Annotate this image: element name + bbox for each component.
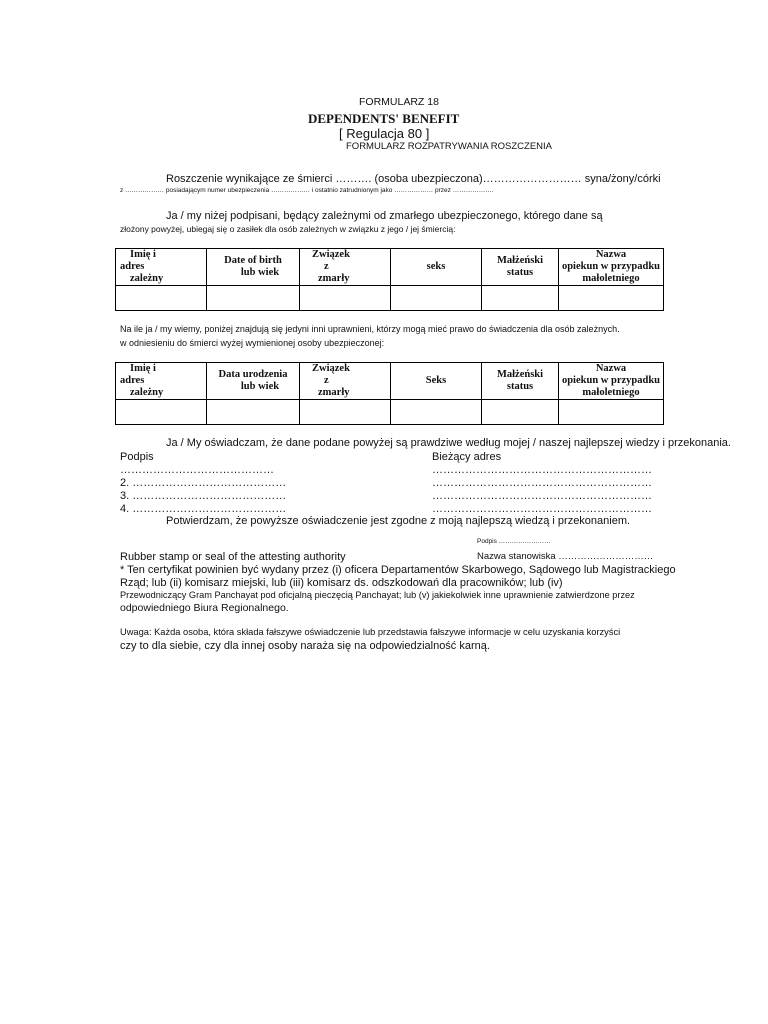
other-claimants-note-cont: w odniesieniu do śmierci wyżej wymienionej osoby ubezpieczonej:: [120, 338, 385, 348]
table-cell[interactable]: [207, 400, 300, 425]
col-name-address: Imię i adres zależny: [116, 249, 207, 286]
col-sex: Seks: [391, 363, 482, 400]
table-cell[interactable]: [391, 286, 482, 311]
claim-intro-line: Roszczenie wynikające ze śmierci ………. (osoba ubezpieczona)……………………… syna/żony/córki: [166, 173, 661, 185]
stamp-label: Rubber stamp or seal of the attesting authority: [120, 551, 346, 563]
other-claimants-table: [115, 362, 664, 425]
regulation-label: [ Regulacja 80 ]: [339, 126, 430, 141]
signature-line-3[interactable]: 3. ……………………………………: [120, 490, 287, 502]
table-cell[interactable]: [207, 286, 300, 311]
table-cell[interactable]: [482, 286, 559, 311]
declaration-text: Ja / My oświadczam, że dane podane powyżej są prawdziwe według mojej / naszej najlepszej wiedzy i przekonania.: [166, 437, 731, 449]
table-cell[interactable]: [559, 286, 664, 311]
insured-details-line: z ……………… posiadającym numer ubezpieczenia ……………… i ostatnio zatrudnionym jako ……………… przez ……………….: [120, 187, 494, 194]
address-line-3[interactable]: ……………………………………………………: [432, 490, 652, 502]
signature-line-1[interactable]: ……………………………………: [120, 464, 274, 476]
signature-line-4[interactable]: 4. ……………………………………: [120, 503, 287, 515]
warning-note-cont: czy to dla siebie, czy dla innej osoby naraża się na odpowiedzialność karną.: [120, 640, 490, 652]
col-guardian: Nazwa opiekun w przypadku małoletniego: [559, 249, 664, 286]
address-line-4[interactable]: ……………………………………………………: [432, 503, 652, 515]
table-cell[interactable]: [116, 400, 207, 425]
dependents-statement-cont: złożony powyżej, ubiegaj się o zasiłek dla osób zależnych w związku z jego / jej śmiercią:: [120, 224, 456, 234]
col-relationship: Związek z zmarły: [300, 249, 391, 286]
table-header-row: [116, 249, 664, 286]
dependents-table: [115, 248, 664, 311]
col-name-address: Imię i adres zależny: [116, 363, 207, 400]
table-header-row: [116, 363, 664, 400]
col-marital-status: Małżeński status: [482, 249, 559, 286]
table-cell[interactable]: [482, 400, 559, 425]
col-sex: seks: [391, 249, 482, 286]
other-claimants-note: Na ile ja / my wiemy, poniżej znajdują się jedyni inni uprawnieni, którzy mogą mieć prawo do świadczenia dla osób zależnych.: [120, 324, 620, 334]
table-row: [116, 286, 664, 311]
signature-label: Podpis: [120, 451, 154, 463]
certificate-note-2: Rząd; lub (ii) komisarz miejski, lub (iii) komisarz ds. odszkodowań dla pracowników; lub (iv): [120, 577, 563, 589]
col-date-of-birth: Date of birth lub wiek: [207, 249, 300, 286]
signature-line-2[interactable]: 2. ……………………………………: [120, 477, 287, 489]
table-cell[interactable]: [116, 286, 207, 311]
table-cell[interactable]: [300, 400, 391, 425]
position-name-line[interactable]: Nazwa stanowiska …………………………: [477, 551, 654, 562]
table-cell[interactable]: [300, 286, 391, 311]
certificate-note-1: * Ten certyfikat powinien być wydany przez (i) oficera Departamentów Skarbowego, Sądowego lub Magistrackiego: [120, 564, 676, 576]
certificate-note-3: Przewodniczący Gram Panchayat pod oficjalną pieczęcią Panchayat; lub (v) jakiekolwiek inne uprawnienie zatwierdzone przez: [120, 590, 635, 600]
table-cell[interactable]: [391, 400, 482, 425]
form-number: FORMULARZ 18: [359, 96, 439, 108]
dependents-statement: Ja / my niżej podpisani, będący zależnymi od zmarłego ubezpieczonego, którego dane są: [166, 210, 603, 222]
address-line-2[interactable]: ……………………………………………………: [432, 477, 652, 489]
col-date-of-birth: Data urodzenia lub wiek: [207, 363, 300, 400]
address-line-1[interactable]: ……………………………………………………: [432, 464, 652, 476]
certificate-note-4: odpowiedniego Biura Regionalnego.: [120, 602, 289, 614]
table-row: [116, 400, 664, 425]
table-cell[interactable]: [559, 400, 664, 425]
col-relationship: Związek z zmarły: [300, 363, 391, 400]
col-marital-status: Małżeński status: [482, 363, 559, 400]
confirmation-text: Potwierdzam, że powyższe oświadczenie jest zgodne z moją najlepszą wiedzą i przekonaniem.: [166, 515, 631, 527]
form-title: DEPENDENTS' BENEFIT: [308, 111, 460, 126]
warning-note: Uwaga: Każda osoba, która składa fałszywe oświadczenie lub przedstawia fałszywe informacje w celu uzyskania korzyści: [120, 627, 621, 637]
col-guardian: Nazwa opiekun w przypadku małoletniego: [559, 363, 664, 400]
form-subtitle: FORMULARZ ROZPATRYWANIA ROSZCZENIA: [346, 141, 553, 152]
current-address-label: Bieżący adres: [432, 451, 502, 463]
attesting-signature-line[interactable]: Podpis ……………………: [477, 538, 551, 545]
